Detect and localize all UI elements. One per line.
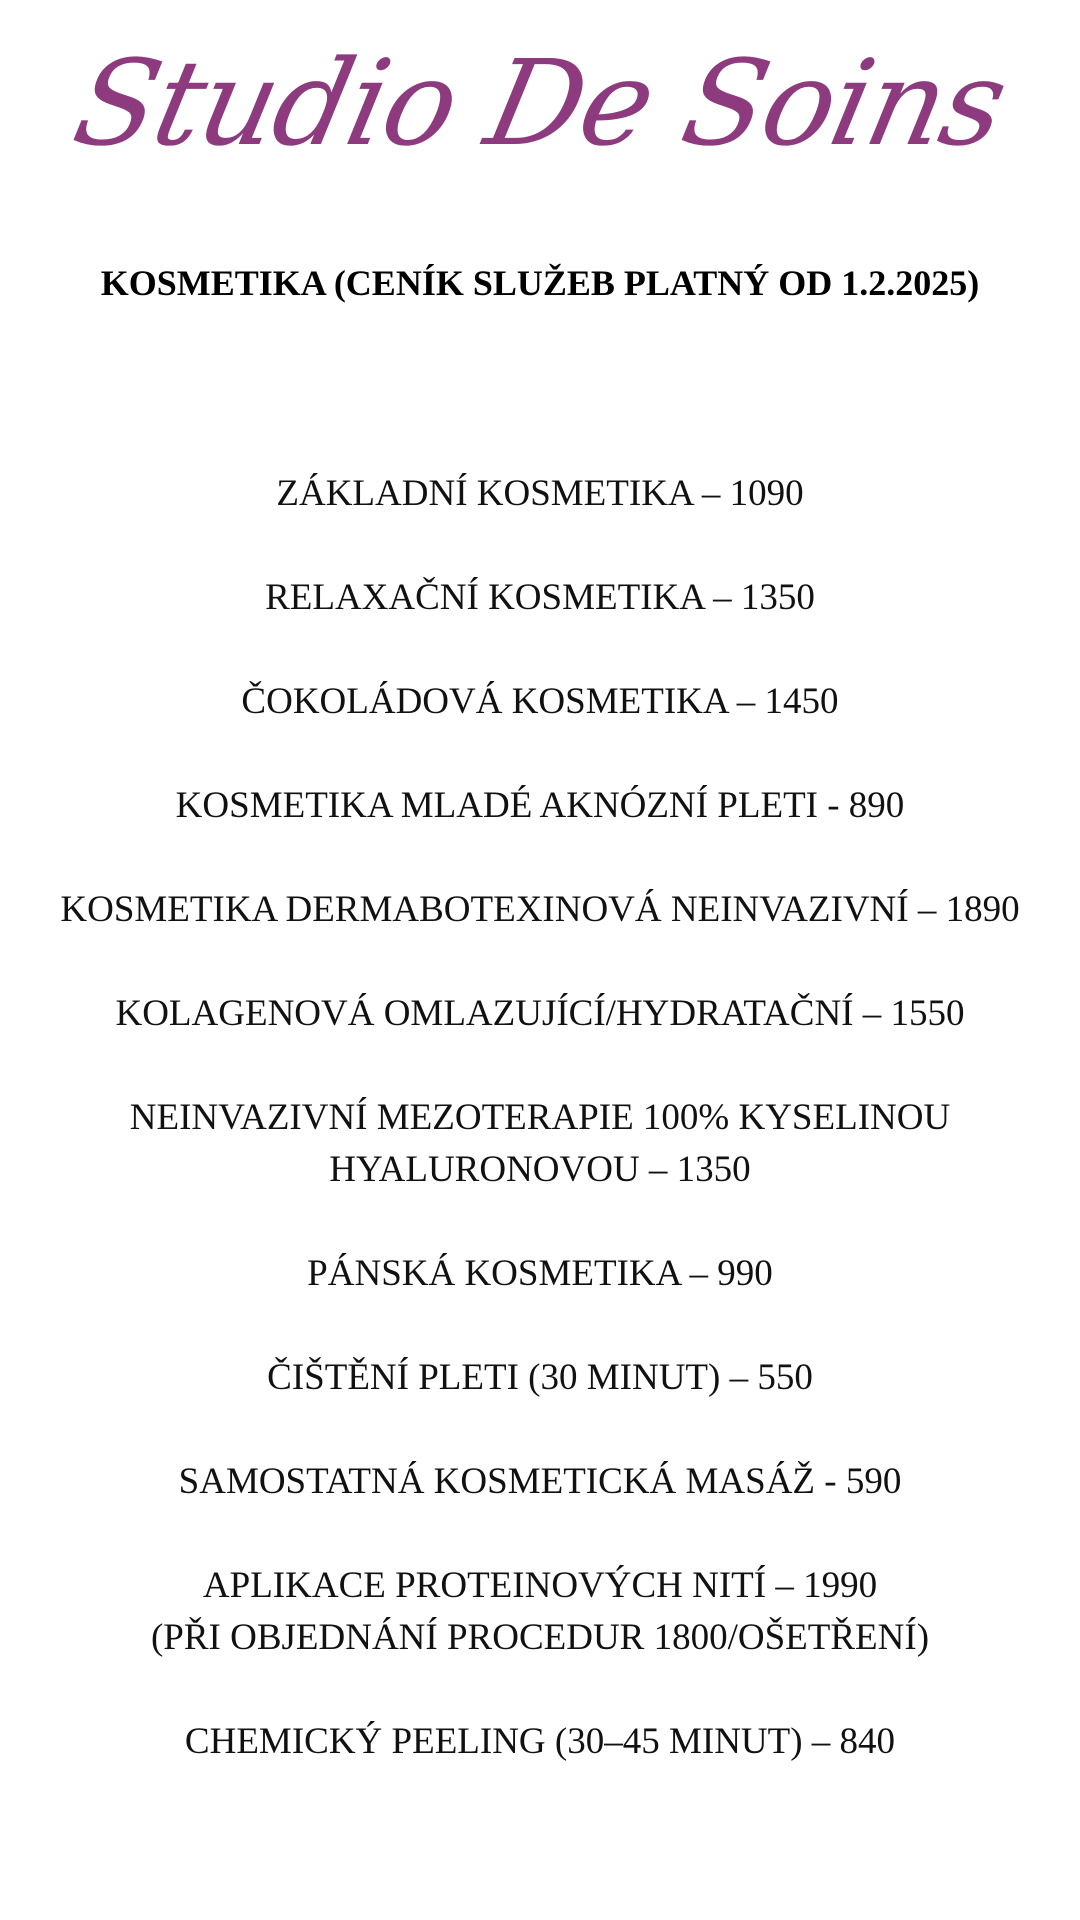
price-list bbox=[0, 468, 1080, 1820]
studio-logo-text: Studio De Soins bbox=[63, 34, 1017, 172]
price-item-acne-skin-cosmetics: KOSMETIKA MLADÉ AKNÓZNÍ PLETI - 890 bbox=[175, 785, 905, 826]
price-item-skin-cleansing: ČIŠTĚNÍ PLETI (30 MINUT) – 550 bbox=[267, 1357, 813, 1398]
price-item-dermabotexin-cosmetics: KOSMETIKA DERMABOTEXINOVÁ NEINVAZIVNÍ – 1890 bbox=[60, 889, 1020, 930]
price-item-cosmetic-massage: SAMOSTATNÁ KOSMETICKÁ MASÁŽ - 590 bbox=[178, 1461, 902, 1502]
price-item-mesotherapy: NEINVAZIVNÍ MEZOTERAPIE 100% KYSELINOU HYALURONOVOU – 1350 bbox=[129, 1097, 951, 1190]
studio-logo bbox=[0, 20, 1080, 190]
price-item-protein-threads: APLIKACE PROTEINOVÝCH NITÍ – 1990 (PŘI OBJEDNÁNÍ PROCEDUR 1800/OŠETŘENÍ) bbox=[150, 1565, 930, 1658]
page-title: KOSMETIKA (CENÍK SLUŽEB PLATNÝ OD 1.2.2025) bbox=[100, 263, 980, 303]
price-item-mens-cosmetics: PÁNSKÁ KOSMETIKA – 990 bbox=[307, 1253, 773, 1294]
price-item-chocolate-cosmetics: ČOKOLÁDOVÁ KOSMETIKA – 1450 bbox=[241, 681, 839, 722]
price-item-collagen-treatment: KOLAGENOVÁ OMLAZUJÍCÍ/HYDRATAČNÍ – 1550 bbox=[115, 993, 965, 1034]
price-item-chemical-peeling: CHEMICKÝ PEELING (30–45 MINUT) – 840 bbox=[184, 1721, 896, 1762]
price-item-basic-cosmetics: ZÁKLADNÍ KOSMETIKA – 1090 bbox=[276, 473, 804, 514]
price-item-relaxing-cosmetics: RELAXAČNÍ KOSMETIKA – 1350 bbox=[265, 577, 815, 618]
